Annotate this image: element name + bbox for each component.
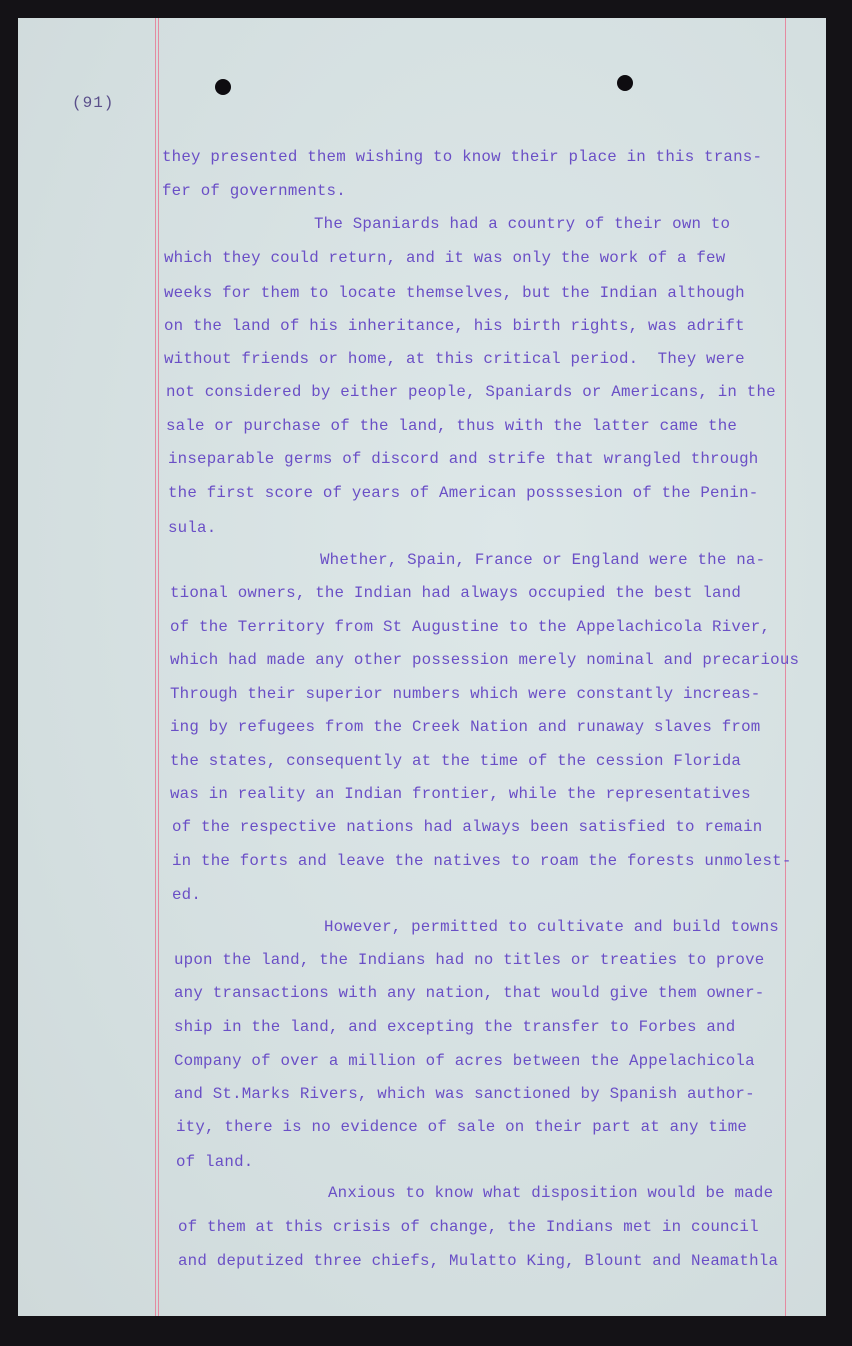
left-margin-rule-inner	[158, 18, 159, 1316]
text-line: which they could return, and it was only the work of a few	[164, 249, 726, 267]
text-line: and St.Marks Rivers, which was sanctioned by Spanish author-	[174, 1085, 755, 1103]
text-line: of land.	[176, 1153, 254, 1171]
text-line: of the Territory from St Augustine to the Appelachicola River,	[170, 618, 771, 636]
text-line: and deputized three chiefs, Mulatto King, Blount and Neamathla	[178, 1252, 779, 1270]
text-line: the states, consequently at the time of the cession Florida	[170, 752, 742, 770]
text-line: Company of over a million of acres between the Appelachicola	[174, 1052, 755, 1070]
text-line: Whether, Spain, France or England were the na-	[320, 551, 766, 569]
text-line: on the land of his inheritance, his birth rights, was adrift	[164, 317, 745, 335]
page-number: (91)	[72, 94, 115, 112]
text-line: Through their superior numbers which were constantly increas-	[170, 685, 761, 703]
text-line: sula.	[168, 519, 217, 537]
text-line: sale or purchase of the land, thus with the latter came the	[166, 417, 738, 435]
text-line: without friends or home, at this critical period. They were	[164, 350, 745, 368]
text-line: of them at this crisis of change, the Indians met in council	[178, 1218, 759, 1236]
text-line: was in reality an Indian frontier, while the representatives	[170, 785, 751, 803]
text-line: the first score of years of American posssesion of the Penin-	[168, 484, 759, 502]
text-line: they presented them wishing to know their place in this trans-	[162, 148, 763, 166]
text-line: any transactions with any nation, that would give them owner-	[174, 984, 765, 1002]
text-line: of the respective nations had always been satisfied to remain	[172, 818, 763, 836]
text-line: upon the land, the Indians had no titles or treaties to prove	[174, 951, 765, 969]
text-line: ed.	[172, 886, 202, 904]
text-line: ship in the land, and excepting the transfer to Forbes and	[174, 1018, 736, 1036]
text-line: ity, there is no evidence of sale on their part at any time	[176, 1118, 748, 1136]
punch-hole-left	[215, 79, 231, 95]
text-line: Anxious to know what disposition would be made	[328, 1184, 774, 1202]
document-page	[18, 18, 826, 1316]
left-margin-rule	[155, 18, 156, 1316]
punch-hole-right	[617, 75, 633, 91]
text-line: which had made any other possession merely nominal and precarious	[170, 651, 800, 669]
text-line: ing by refugees from the Creek Nation and runaway slaves from	[170, 718, 761, 736]
text-line: tional owners, the Indian had always occupied the best land	[170, 584, 742, 602]
text-line: fer of governments.	[162, 182, 346, 200]
text-line: weeks for them to locate themselves, but the Indian although	[164, 284, 745, 302]
text-line: However, permitted to cultivate and build towns	[324, 918, 779, 936]
text-line: in the forts and leave the natives to roam the forests unmolest-	[172, 852, 792, 870]
text-line: The Spaniards had a country of their own to	[314, 215, 731, 233]
text-line: inseparable germs of discord and strife that wrangled through	[168, 450, 759, 468]
text-line: not considered by either people, Spaniards or Americans, in the	[166, 383, 776, 401]
